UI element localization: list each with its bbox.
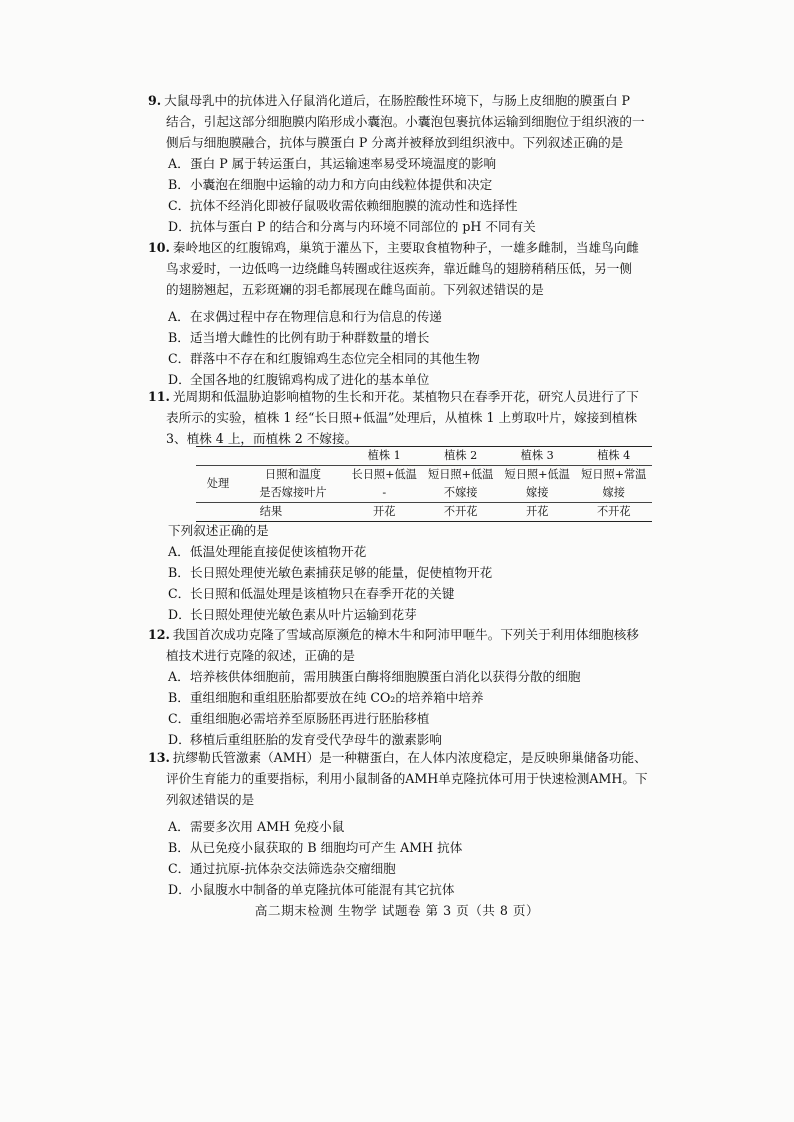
row-label: 处理 [206, 477, 230, 490]
option-text: 蛋白 P 属于转运蛋白，其运输速率易受环境温度的影响 [190, 156, 497, 171]
option-c [148, 708, 688, 729]
option-text: 低温处理能直接促使该植物开花 [190, 544, 367, 559]
option-text: 长日照和低温处理是该植物只在春季开花的关键 [190, 586, 455, 601]
question-11-options [148, 520, 688, 625]
option-d [148, 216, 688, 237]
question-12-stem [148, 624, 688, 666]
stem-line: 侧后与细胞膜融合，抗体与膜蛋白 P 分离并被释放到组织液中。下列叙述正确的是 [166, 135, 624, 150]
table-cell: 短日照+低温 [504, 468, 570, 481]
option-b [148, 687, 688, 708]
option-text: 培养核供体细胞前，需用胰蛋白酶将细胞膜蛋白消化以获得分散的细胞 [190, 669, 581, 684]
stem-line: 抗缪勒氏管激素（AMH）是一种糖蛋白，在人体内浓度稳定，是反映卵巢储备功能、 [172, 750, 647, 765]
option-letter: A． [168, 544, 190, 559]
option-letter: C． [168, 586, 191, 601]
option-letter: D． [168, 607, 191, 622]
option-b [148, 837, 688, 858]
question-9-stem [148, 90, 688, 153]
table-cell: 短日照+常温 [581, 468, 647, 481]
option-letter: A． [168, 156, 190, 171]
option-letter: B． [168, 177, 190, 192]
table-header: 植株 2 [422, 447, 499, 466]
option-text: 重组细胞和重组胚胎都要放在纯 CO₂的培养箱中培养 [190, 690, 484, 705]
option-text: 从已免疫小鼠获取的 B 细胞均可产生 AMH 抗体 [190, 840, 463, 855]
question-9 [148, 90, 688, 237]
table-header: 植株 1 [346, 447, 423, 466]
option-text: 重组细胞必需培养至原肠胚再进行胚胎移植 [190, 711, 430, 726]
option-letter: D． [168, 219, 191, 234]
option-c [148, 348, 688, 369]
stem-line: 表所示的实验，植株 1 经“长日照+低温”处理后，从植株 1 上剪取叶片，嫁接到植株 [166, 410, 638, 425]
option-a [148, 816, 688, 837]
stem-line: 的翅膀翘起，五彩斑斓的羽毛都展现在雌鸟面前。下列叙述错误的是 [166, 282, 544, 297]
option-c [148, 858, 688, 879]
stem-line: 秦岭地区的红腹锦鸡，巢筑于灌丛下，主要取食植物种子，一雄多雌制，当雄鸟向雌 [172, 240, 639, 255]
option-text: 小囊泡在细胞中运输的动力和方向由线粒体提供和决定 [190, 177, 493, 192]
stem-line: 我国首次成功克隆了雪域高原濒危的樟木牛和阿沛甲咂牛。下列关于利用体细胞核移 [172, 627, 639, 642]
option-letter: B． [168, 565, 190, 580]
question-number: 10. [148, 240, 170, 255]
experiment-table [196, 446, 652, 522]
stem-line: 评价生育能力的重要指标，利用小鼠制备的AMH单克隆抗体可用于快速检测AMH。下 [166, 771, 648, 786]
question-prompt [148, 520, 688, 541]
sub-label: 日照和温度 [265, 468, 321, 481]
option-text: 移植后重组胚胎的发育受代孕母牛的激素影响 [190, 732, 442, 747]
option-a [148, 306, 688, 327]
page-footer: 高二期末检测 生物学 试题卷 第 3 页（共 8 页） [254, 903, 540, 918]
option-letter: D． [168, 882, 191, 897]
option-text: 在求偶过程中存在物理信息和行为信息的传递 [190, 309, 442, 324]
prompt-text: 下列叙述正确的是 [168, 523, 269, 538]
table-cell: - [382, 486, 387, 499]
stem-line: 大鼠母乳中的抗体进入仔鼠消化道后，在肠腔酸性环境下，与肠上皮细胞的膜蛋白 P [164, 93, 631, 108]
table-cell: 开花 [499, 503, 576, 522]
option-b [148, 327, 688, 348]
option-b [148, 562, 688, 583]
table-result-row [196, 503, 652, 522]
option-text: 长日照处理使光敏色素捕获足够的能量，促使植物开花 [190, 565, 493, 580]
option-text: 需要多次用 AMH 免疫小鼠 [190, 819, 345, 834]
result-label: 结果 [196, 503, 346, 522]
sub-label: 是否嫁接叶片 [259, 486, 327, 499]
question-13-stem [148, 747, 688, 810]
table-header: 植株 3 [499, 447, 576, 466]
table-cell: 不开花 [422, 503, 499, 522]
option-a [148, 666, 688, 687]
stem-line: 结合，引起这部分细胞膜内陷形成小囊泡。小囊泡包裹抗体运输到细胞位于组织液的一 [166, 114, 645, 129]
question-11 [148, 386, 688, 449]
question-10 [148, 237, 688, 390]
option-c [148, 195, 688, 216]
option-letter: B． [168, 840, 190, 855]
option-text: 小鼠腹水中制备的单克隆抗体可能混有其它抗体 [190, 882, 455, 897]
option-letter: B． [168, 690, 190, 705]
option-text: 群落中不存在和红腹锦鸡生态位完全相同的其他生物 [190, 351, 480, 366]
option-letter: A． [168, 819, 190, 834]
table-cell: 不嫁接 [443, 486, 478, 499]
table-row [196, 466, 652, 485]
table-cell: 嫁接 [526, 486, 549, 499]
option-text: 长日照处理使光敏色素从叶片运输到花芽 [190, 607, 417, 622]
question-number: 12. [148, 627, 170, 642]
table-cell: 长日照+低温 [351, 468, 417, 481]
option-text: 适当增大雌性的比例有助于种群数量的增长 [190, 330, 430, 345]
option-a [148, 153, 688, 174]
option-letter: C． [168, 198, 191, 213]
option-d [148, 879, 688, 900]
question-10-stem [148, 237, 688, 300]
stem-line: 光周期和低温胁迫影响植物的生长和开花。某植物只在春季开花，研究人员进行了下 [172, 389, 639, 404]
question-13 [148, 747, 688, 900]
option-a [148, 541, 688, 562]
question-12 [148, 624, 688, 750]
table-cell: 短日照+低温 [428, 468, 494, 481]
stem-line: 3、植株 4 上，而植株 2 不嫁接。 [166, 431, 358, 446]
option-letter: B． [168, 330, 190, 345]
option-letter: D． [168, 372, 191, 387]
option-text: 抗体与蛋白 P 的结合和分离与内环境不同部位的 pH 不同有关 [190, 219, 536, 234]
option-letter: A． [168, 669, 190, 684]
option-letter: D． [168, 732, 191, 747]
table-header-row [196, 447, 652, 466]
option-letter: C． [168, 351, 191, 366]
table-cell: 嫁接 [602, 486, 625, 499]
question-number: 9. [148, 93, 162, 108]
table-cell: 不开花 [575, 503, 652, 522]
option-letter: C． [168, 711, 191, 726]
table-row [196, 484, 652, 503]
option-text: 抗体不经消化即被仔鼠吸收需依赖细胞膜的流动性和选择性 [190, 198, 518, 213]
stem-line: 列叙述错误的是 [166, 792, 255, 807]
question-number: 13. [148, 750, 170, 765]
option-letter: C． [168, 861, 191, 876]
question-number: 11. [148, 389, 170, 404]
option-text: 通过抗原-抗体杂交法筛选杂交瘤细胞 [190, 861, 396, 876]
table-cell: 开花 [346, 503, 423, 522]
option-d [148, 604, 688, 625]
table-header: 植株 4 [575, 447, 652, 466]
stem-line: 植技术进行克隆的叙述，正确的是 [166, 648, 355, 663]
option-b [148, 174, 688, 195]
question-11-stem [148, 386, 688, 449]
option-c [148, 583, 688, 604]
option-text: 全国各地的红腹锦鸡构成了进化的基本单位 [190, 372, 430, 387]
option-letter: A． [168, 309, 190, 324]
stem-line: 鸟求爱时，一边低鸣一边绕雌鸟转圈或往返疾奔，靠近雌鸟的翅膀稍稍压低，另一侧 [166, 261, 632, 276]
